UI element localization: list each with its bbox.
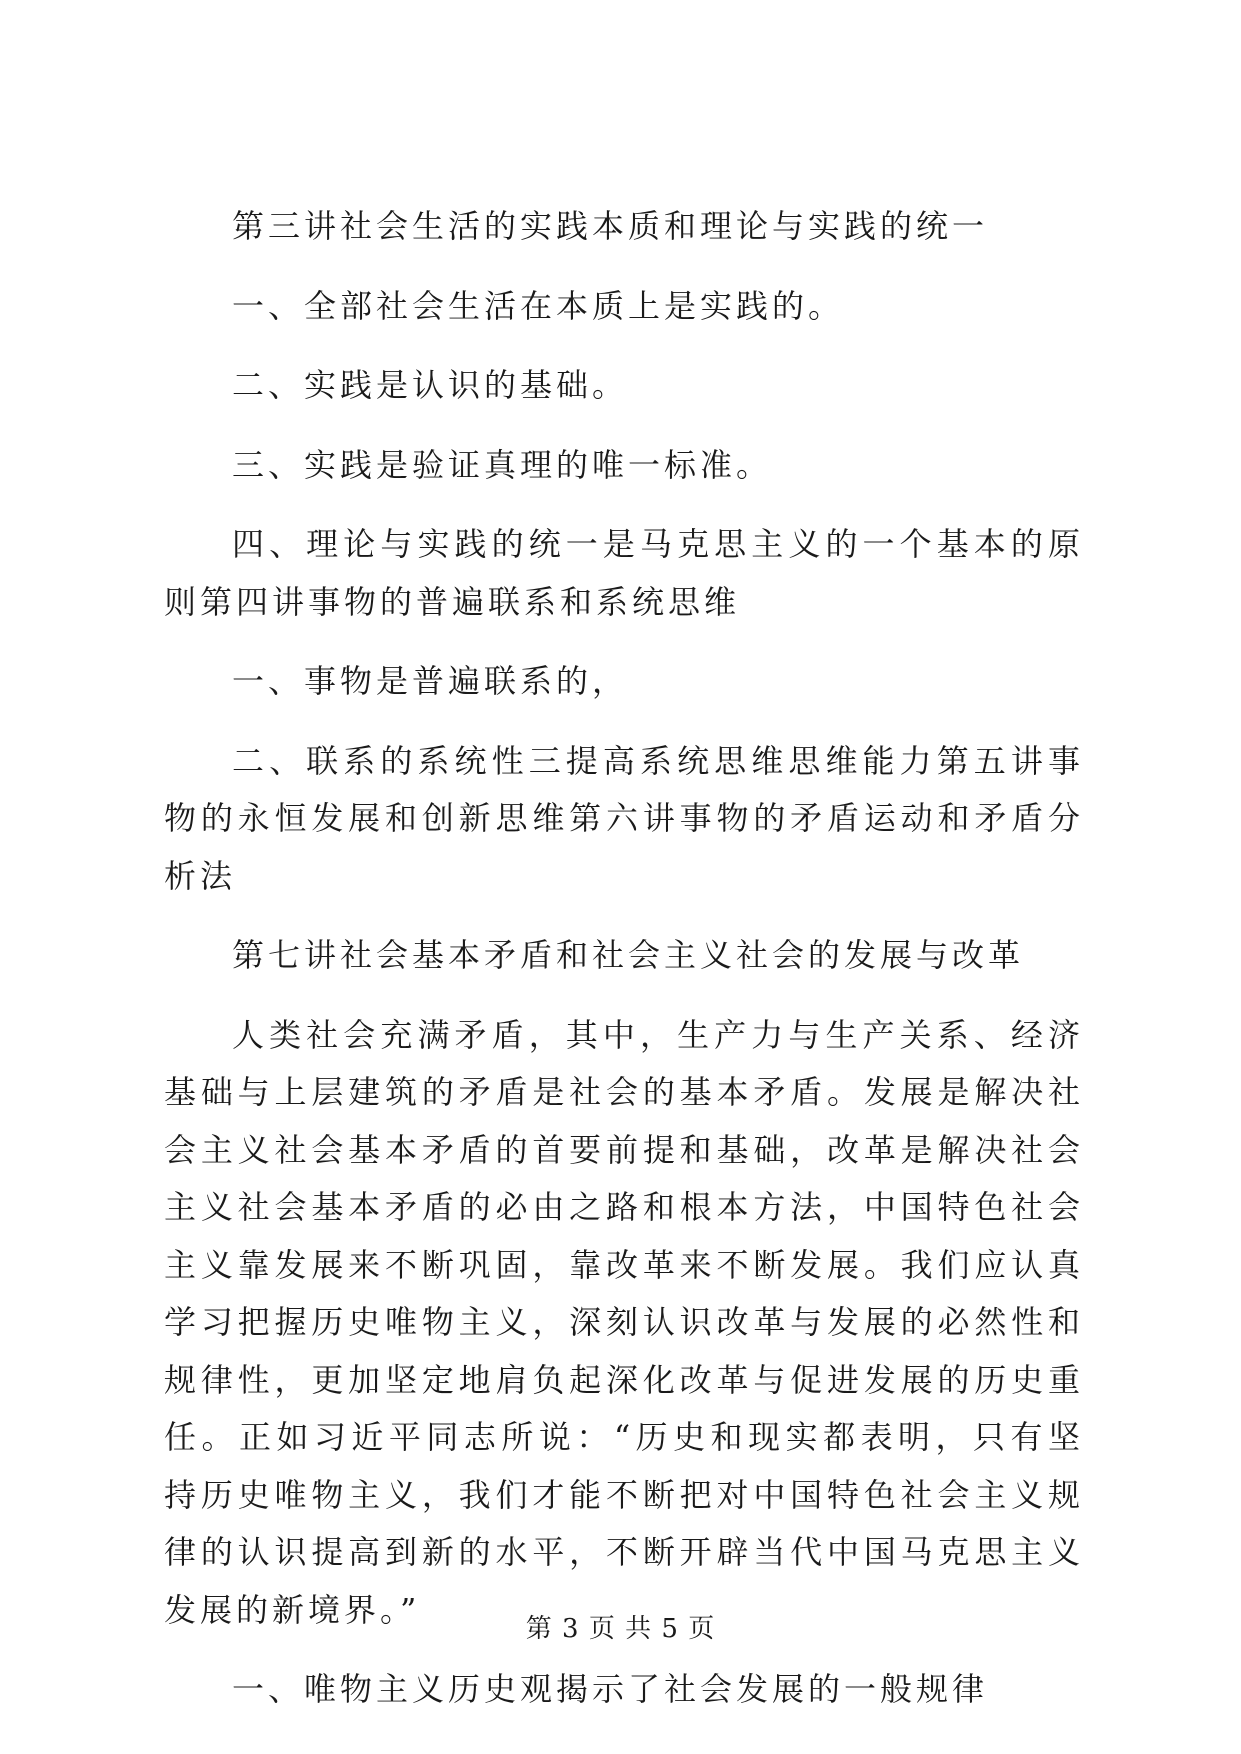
body-paragraph: 人类社会充满矛盾，其中，生产力与生产关系、经济基础与上层建筑的矛盾是社会的基本矛盾。发展是解决社会主义社会基本矛盾的首要前提和基础，改革是解决社会主义社会基本矛盾的必由之路和根本方法，中国特色社会主义靠发展来不断巩固，靠改革来不断发展。我们应认真学习把握历史唯物主义，深刻认识改革与发展的必然性和规律性，更加坚定地肩负起深化改革与促进发展的历史重任。正如习近平同志所说：“历史和现实都表明，只有坚持历史唯物主义，我们才能不断把对中国特色社会主义规律的认识提高到新的水平，不断开辟当代中国马克思主义发展的新境界。” (164, 1015, 1084, 1629)
list-item-3: 三、实践是验证真理的唯一标准。 (232, 445, 773, 484)
list-item-5: 一、事物是普遍联系的， (232, 662, 629, 700)
section-heading-1: 一、唯物主义历史观揭示了社会发展的一般规律 (232, 1670, 989, 1708)
lecture-7-heading: 第七讲社会基本矛盾和社会主义社会的发展与改革 (232, 936, 1025, 974)
list-item-4: 四、理论与实践的统一是马克思主义的一个基本的原则第四讲事物的普遍联系和系统思维 (164, 525, 1084, 621)
list-item-1: 一、全部社会生活在本质上是实践的。 (232, 286, 845, 325)
list-item-6: 二、联系的系统性三提高系统思维思维能力第五讲事物的永恒发展和创新思维第六讲事物的矛盾运动和矛盾分析法 (164, 741, 1084, 895)
page-footer: 第 3 页 共 5 页 (525, 1614, 716, 1644)
list-item-2: 二、实践是认识的基础。 (232, 366, 629, 404)
document-body (164, 198, 1084, 1719)
lecture-3-heading: 第三讲社会生活的实践本质和理论与实践的统一 (232, 207, 989, 245)
